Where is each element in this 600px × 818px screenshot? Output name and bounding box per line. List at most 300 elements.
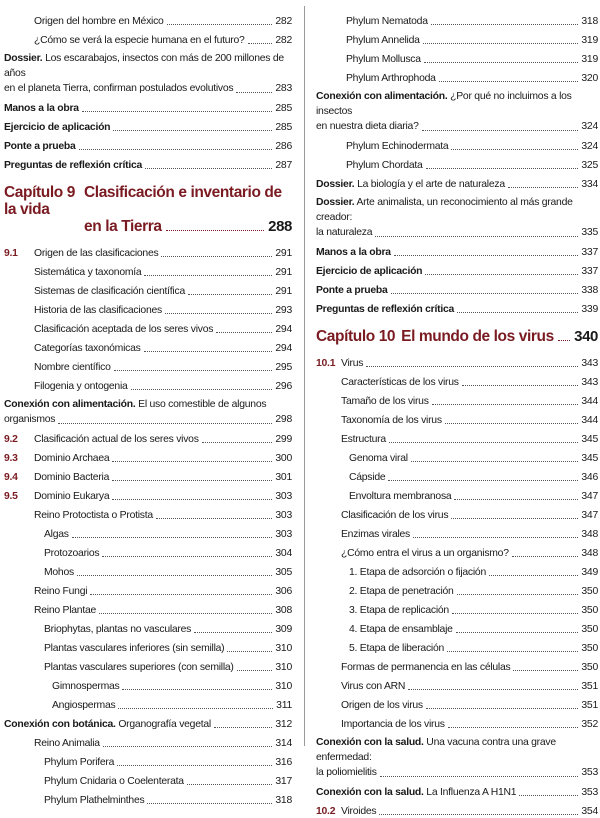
- toc-entry[interactable]: [4, 522, 292, 541]
- entry-line: [316, 735, 598, 765]
- entry-title-text: Viroides: [341, 806, 377, 817]
- entry-title-text: Dominio Eukarya: [34, 491, 110, 502]
- page-number: 309: [275, 624, 292, 635]
- toc-entry[interactable]: [316, 465, 598, 484]
- entry-title: [341, 662, 510, 674]
- entry-title-text: Algas: [44, 529, 69, 540]
- dot-leader: [117, 765, 272, 766]
- page-number: 335: [581, 227, 598, 238]
- entry-title-text: ¿Por qué no incluimos a los insectos: [316, 91, 572, 117]
- page-number: 340: [574, 328, 598, 345]
- entry-line: [4, 51, 292, 81]
- entry-bold-prefix: Conexión con alimentación.: [316, 91, 448, 102]
- toc-entry[interactable]: [316, 522, 598, 541]
- page-number: 350: [581, 624, 598, 635]
- page-number: 303: [275, 491, 292, 502]
- toc-entry[interactable]: [316, 780, 598, 799]
- entry-bold-prefix: Conexión con alimentación.: [4, 399, 136, 410]
- entry-title-text: Origen de los virus: [341, 700, 423, 711]
- toc-entry[interactable]: [316, 799, 598, 818]
- entry-title-text: Phylum Arthrophoda: [346, 73, 436, 84]
- entry-bold-prefix: Conexión con la salud.: [316, 787, 424, 798]
- entry-title: [34, 738, 100, 750]
- toc-entry[interactable]: [4, 617, 292, 636]
- dot-leader: [90, 594, 272, 595]
- entry-title-text: Una vacuna contra una grave enfermedad:: [316, 737, 556, 763]
- entry-title-text: Phylum Annelida: [346, 35, 420, 46]
- entry-title: [341, 396, 429, 408]
- page-number: 300: [275, 453, 292, 464]
- dot-leader: [112, 461, 272, 462]
- entry-title-text: Filogenia y ontogenia: [34, 381, 128, 392]
- toc-entry[interactable]: [316, 134, 598, 153]
- page-number: 294: [275, 324, 292, 335]
- entry-title: [349, 472, 385, 484]
- page-number: 343: [581, 358, 598, 369]
- page-number: 338: [581, 285, 598, 296]
- dot-leader: [227, 651, 272, 652]
- toc-entry[interactable]: [316, 598, 598, 617]
- toc-entry[interactable]: [4, 788, 292, 807]
- dot-leader: [112, 499, 272, 500]
- dot-leader: [103, 746, 273, 747]
- dot-leader: [408, 689, 578, 690]
- page-number: 350: [581, 662, 598, 673]
- toc-entry[interactable]: [316, 351, 598, 370]
- page-number: 350: [581, 605, 598, 616]
- entry-title-text: Ejercicio de aplicación: [4, 122, 111, 133]
- page-number: 319: [581, 35, 598, 46]
- entry-title-text: Estructura: [341, 434, 386, 445]
- toc-entry[interactable]: [316, 636, 598, 655]
- entry-title-text: Sistemática y taxonomía: [34, 267, 142, 278]
- entry-title: [341, 548, 509, 560]
- entry-line: [316, 195, 598, 225]
- entry-title-text: Arte animalista, un reconocimiento al más grande creador:: [316, 197, 573, 223]
- page-number: 339: [581, 304, 598, 315]
- dot-leader: [161, 256, 272, 257]
- section-number: 9.3: [4, 453, 18, 464]
- entry-title-text: Organografía vegetal: [115, 719, 211, 730]
- entry-title-text: Reino Fungi: [34, 586, 88, 597]
- entry-title-text: Tamaño de los virus: [341, 396, 429, 407]
- toc-entry[interactable]: [316, 693, 598, 712]
- entry-title-text: Envoltura membranosa: [349, 491, 452, 502]
- toc-entry[interactable]: [316, 408, 598, 427]
- page-number: 299: [275, 434, 292, 445]
- dot-leader: [216, 332, 272, 333]
- dot-leader: [214, 727, 272, 728]
- toc-entry[interactable]: [316, 66, 598, 85]
- page-number: 348: [581, 548, 598, 559]
- toc-entry[interactable]: [4, 484, 292, 503]
- toc-entry[interactable]: [4, 579, 292, 598]
- entry-title: [44, 548, 99, 560]
- entry-title: [4, 160, 142, 172]
- dot-leader: [452, 613, 578, 614]
- toc-entry[interactable]: [316, 560, 598, 579]
- page-number: 303: [275, 510, 292, 521]
- chapter-line: [4, 184, 292, 218]
- section-number: 10.1: [316, 358, 336, 369]
- toc-entry[interactable]: [316, 240, 598, 259]
- page-number: 343: [581, 377, 598, 388]
- page-number: 334: [581, 179, 598, 190]
- section-number: 10.2: [316, 806, 336, 817]
- entry-title-text: Manos a la obra: [316, 247, 391, 258]
- toc-entry[interactable]: [316, 484, 598, 503]
- entry-line: [316, 765, 598, 780]
- toc-entry[interactable]: [316, 191, 598, 240]
- dot-leader: [194, 632, 272, 633]
- entry-title-text: Clasificación de los virus: [341, 510, 449, 521]
- toc-entry[interactable]: [4, 541, 292, 560]
- dot-leader: [113, 130, 272, 131]
- entry-title-text: Phylum Porifera: [44, 757, 115, 768]
- entry-title: [34, 35, 245, 47]
- entry-title-text: Ponte a prueba: [316, 285, 388, 296]
- entry-line: [316, 89, 598, 119]
- toc-entry[interactable]: [4, 134, 292, 153]
- entry-title: [341, 358, 363, 370]
- dot-leader: [99, 613, 272, 614]
- page-number: 282: [275, 35, 292, 46]
- column-divider: [304, 6, 305, 746]
- entry-title: [34, 453, 109, 465]
- entry-title-text: Phylum Nematoda: [346, 16, 428, 27]
- entry-title-text: Origen del hombre en México: [34, 16, 164, 27]
- page-number: 344: [581, 415, 598, 426]
- dot-leader: [451, 518, 578, 519]
- entry-title-text: Dominio Bacteria: [34, 472, 110, 483]
- page-number: 350: [581, 643, 598, 654]
- toc-entry[interactable]: [4, 769, 292, 788]
- page-number: 344: [581, 396, 598, 407]
- dot-leader: [79, 149, 273, 150]
- entry-bold-prefix: Dossier.: [316, 179, 355, 190]
- dot-leader: [112, 480, 272, 481]
- entry-title: [44, 776, 184, 788]
- page-number: 298: [275, 414, 292, 425]
- entry-title-text: Importancia de los virus: [341, 719, 445, 730]
- page-number: 318: [581, 16, 598, 27]
- dot-leader: [439, 81, 579, 82]
- entry-title-text: Angiospermas: [52, 700, 116, 711]
- toc-entry[interactable]: [316, 427, 598, 446]
- page-number: 324: [581, 121, 598, 132]
- toc-entry[interactable]: [316, 297, 598, 316]
- entry-title-text: Plantas vasculares inferiores (sin semilla): [44, 643, 225, 654]
- entry-title-text: 2. Etapa de penetración: [349, 586, 454, 597]
- entry-title-text: en nuestra dieta diaria?: [316, 121, 419, 132]
- toc-entry[interactable]: [4, 693, 292, 712]
- dot-leader: [558, 340, 570, 341]
- page-number: 352: [581, 719, 598, 730]
- toc-entry[interactable]: [4, 317, 292, 336]
- toc-entry[interactable]: [316, 28, 598, 47]
- page-number: 285: [275, 122, 292, 133]
- page-number: 293: [275, 305, 292, 316]
- entry-title-text: Phylum Cnidaria o Coelenterata: [44, 776, 184, 787]
- entry-title: [341, 681, 405, 693]
- toc-column-left: [4, 9, 292, 807]
- section-number: 9.5: [4, 491, 18, 502]
- dot-leader: [166, 230, 265, 231]
- chapter-line: [4, 218, 292, 235]
- dot-leader: [508, 187, 579, 188]
- dot-leader: [445, 423, 579, 424]
- toc-entry[interactable]: [4, 279, 292, 298]
- entry-title-text: Historia de las clasificaciones: [34, 305, 162, 316]
- dot-leader: [454, 499, 578, 500]
- entry-title: [44, 757, 114, 769]
- entry-title-text: Virus con ARN: [341, 681, 406, 692]
- entry-title: [349, 491, 451, 503]
- entry-bold-prefix: Dossier.: [316, 197, 355, 208]
- page-number: 351: [581, 681, 598, 692]
- chapter-heading[interactable]: [4, 184, 292, 235]
- entry-title-text: Dominio Archaea: [34, 453, 110, 464]
- toc-entry[interactable]: [4, 636, 292, 655]
- entry-title: [316, 304, 454, 316]
- dot-leader: [131, 389, 273, 390]
- page-number: 310: [275, 662, 292, 673]
- entry-title: [34, 605, 96, 617]
- toc-entry[interactable]: [316, 259, 598, 278]
- entry-line: [316, 119, 598, 134]
- toc-entry[interactable]: [4, 241, 292, 260]
- entry-title: [4, 122, 110, 134]
- entry-title-text: Cápside: [349, 472, 386, 483]
- toc-entry[interactable]: [316, 579, 598, 598]
- toc-entry[interactable]: [4, 28, 292, 47]
- toc-entry[interactable]: [4, 115, 292, 134]
- toc-entry[interactable]: [4, 153, 292, 172]
- entry-title: [34, 324, 213, 336]
- chapter-label: Capítulo 9: [4, 184, 75, 201]
- toc-entry[interactable]: [4, 503, 292, 522]
- entry-title-text: Los escarabajos, insectos con más de 200 millones de años: [4, 53, 284, 79]
- dot-leader: [447, 651, 578, 652]
- dot-leader: [413, 537, 578, 538]
- page-number: 306: [275, 586, 292, 597]
- toc-entry[interactable]: [316, 370, 598, 389]
- entry-title-text: Formas de permanencia en las células: [341, 662, 511, 673]
- page-number: 303: [275, 529, 292, 540]
- entry-title-text: 3. Etapa de replicación: [349, 605, 449, 616]
- page-number: 312: [275, 719, 292, 730]
- toc-entry[interactable]: [4, 374, 292, 393]
- dot-leader: [431, 24, 579, 25]
- entry-title: [341, 806, 376, 818]
- entry-title-text: Nombre científico: [34, 362, 111, 373]
- dot-leader: [187, 784, 273, 785]
- entry-title: [44, 567, 74, 579]
- page-number: 320: [581, 73, 598, 84]
- entry-title: [316, 787, 516, 799]
- dot-leader: [237, 670, 273, 671]
- dot-leader: [118, 708, 273, 709]
- toc-entry[interactable]: [4, 298, 292, 317]
- toc-entry[interactable]: [4, 336, 292, 355]
- toc-entry[interactable]: [4, 655, 292, 674]
- page-number: 346: [581, 472, 598, 483]
- dot-leader: [102, 556, 272, 557]
- page-number: 285: [275, 103, 292, 114]
- toc-entry[interactable]: [4, 96, 292, 115]
- page-number: 319: [581, 54, 598, 65]
- toc-entry[interactable]: [4, 560, 292, 579]
- page-number: 282: [275, 16, 292, 27]
- toc-entry[interactable]: [4, 712, 292, 731]
- entry-bold-prefix: Conexión con la salud.: [316, 737, 424, 748]
- toc-entry[interactable]: [316, 674, 598, 693]
- dot-leader: [394, 255, 579, 256]
- chapter-title: en la Tierra: [84, 218, 162, 235]
- dot-leader: [451, 149, 578, 150]
- toc-entry[interactable]: [316, 47, 598, 66]
- toc-entry[interactable]: [4, 47, 292, 96]
- entry-title-text: 1. Etapa de adsorción o fijación: [349, 567, 486, 578]
- dot-leader: [462, 385, 579, 386]
- entry-title: [52, 681, 119, 693]
- entry-title: [341, 434, 386, 446]
- entry-title-text: Briophytas, plantas no vasculares: [44, 624, 192, 635]
- entry-title-text: Reino Animalia: [34, 738, 100, 749]
- toc-entry[interactable]: [316, 503, 598, 522]
- dot-leader: [375, 236, 578, 237]
- entry-title-text: Origen de las clasificaciones: [34, 248, 159, 259]
- dot-leader: [380, 776, 579, 777]
- toc-entry[interactable]: [316, 172, 598, 191]
- chapter-title: Clasificación e inventario de la vida: [4, 184, 282, 218]
- entry-title: [346, 141, 448, 153]
- toc-entry[interactable]: [4, 260, 292, 279]
- toc-entry[interactable]: [316, 446, 598, 465]
- entry-title: [34, 286, 185, 298]
- entry-title: [341, 377, 459, 389]
- entry-title-text: Reino Protoctista o Protista: [34, 510, 153, 521]
- toc-entry[interactable]: [4, 465, 292, 484]
- dot-leader: [236, 92, 272, 93]
- page-number: 311: [276, 700, 292, 711]
- entry-title: [34, 362, 111, 374]
- dot-leader: [379, 814, 578, 815]
- entry-line: [4, 412, 292, 427]
- dot-leader: [425, 274, 578, 275]
- toc-entry[interactable]: [316, 541, 598, 560]
- entry-title: [316, 179, 505, 191]
- toc-entry[interactable]: [316, 389, 598, 408]
- toc-entry[interactable]: [316, 85, 598, 134]
- dot-leader: [389, 442, 579, 443]
- page-number: 291: [275, 286, 292, 297]
- entry-title: [346, 16, 428, 28]
- dot-leader: [145, 168, 272, 169]
- toc-entry[interactable]: [316, 731, 598, 780]
- entry-title-text: la poliomielitis: [316, 767, 377, 778]
- page-number: 350: [581, 586, 598, 597]
- page-number: 324: [581, 141, 598, 152]
- entry-title-text: Manos a la obra: [4, 103, 79, 114]
- entry-title: [341, 719, 445, 731]
- entry-title: [346, 160, 423, 172]
- dot-leader: [422, 130, 579, 131]
- entry-title: [34, 491, 109, 503]
- entry-title-text: Clasificación actual de los seres vivos: [34, 434, 199, 445]
- toc-entry[interactable]: [4, 9, 292, 28]
- chapter-label: Capítulo 10: [316, 328, 396, 345]
- dot-leader: [147, 803, 272, 804]
- chapter-heading[interactable]: [316, 328, 598, 345]
- entry-title-text: Gimnospermas: [52, 681, 120, 692]
- dot-leader: [512, 556, 579, 557]
- entry-title: [316, 285, 388, 297]
- entry-title-text: ¿Cómo se verá la especie humana en el futuro?: [34, 35, 245, 46]
- entry-title-text: Clasificación aceptada de los seres vivos: [34, 324, 214, 335]
- entry-title: [349, 643, 444, 655]
- page-number: 345: [581, 434, 598, 445]
- page-number: 337: [581, 266, 598, 277]
- toc-entry[interactable]: [316, 617, 598, 636]
- toc-entry[interactable]: [316, 278, 598, 297]
- entry-title-text: El uso comestible de algunos: [135, 399, 267, 410]
- entry-title: [4, 141, 76, 153]
- page-number: 337: [581, 247, 598, 258]
- entry-title: [34, 16, 164, 28]
- entry-title-text: La biología y el arte de naturaleza: [354, 179, 505, 190]
- dot-leader: [58, 423, 272, 424]
- entry-bold-prefix: Dossier.: [4, 53, 43, 64]
- toc-entry[interactable]: [4, 674, 292, 693]
- toc-entry[interactable]: [316, 655, 598, 674]
- toc-entry[interactable]: [4, 427, 292, 446]
- toc-entry[interactable]: [4, 446, 292, 465]
- entry-title-text: ¿Cómo entra el virus a un organismo?: [341, 548, 509, 559]
- dot-leader: [156, 518, 273, 519]
- toc-entry[interactable]: [4, 393, 292, 427]
- toc-entry[interactable]: [4, 750, 292, 769]
- toc-entry[interactable]: [4, 598, 292, 617]
- entry-title: [316, 247, 391, 259]
- dot-leader: [165, 313, 272, 314]
- entry-title: [44, 624, 191, 636]
- entry-title-text: La Influenza A H1N1: [423, 787, 517, 798]
- entry-title-text: Ponte a prueba: [4, 141, 76, 152]
- toc-entry[interactable]: [4, 731, 292, 750]
- entry-bold-prefix: Conexión con botánica.: [4, 719, 116, 730]
- page-number: 295: [275, 362, 292, 373]
- dot-leader: [456, 632, 579, 633]
- entry-title-text: Phylum Plathelminthes: [44, 795, 145, 806]
- toc-entry[interactable]: [4, 355, 292, 374]
- entry-title-text: Características de los virus: [341, 377, 459, 388]
- entry-title: [34, 267, 141, 279]
- entry-line: [4, 81, 292, 96]
- entry-title: [349, 453, 408, 465]
- entry-title-text: Mohos: [44, 567, 74, 578]
- dot-leader: [489, 575, 578, 576]
- entry-title-text: Taxonomía de los virus: [341, 415, 442, 426]
- entry-line: [316, 225, 598, 240]
- entry-title: [349, 624, 453, 636]
- toc-entry[interactable]: [316, 712, 598, 731]
- page-number: 345: [581, 453, 598, 464]
- dot-leader: [426, 168, 579, 169]
- toc-entry[interactable]: [316, 9, 598, 28]
- entry-title: [34, 472, 109, 484]
- toc-entry[interactable]: [316, 153, 598, 172]
